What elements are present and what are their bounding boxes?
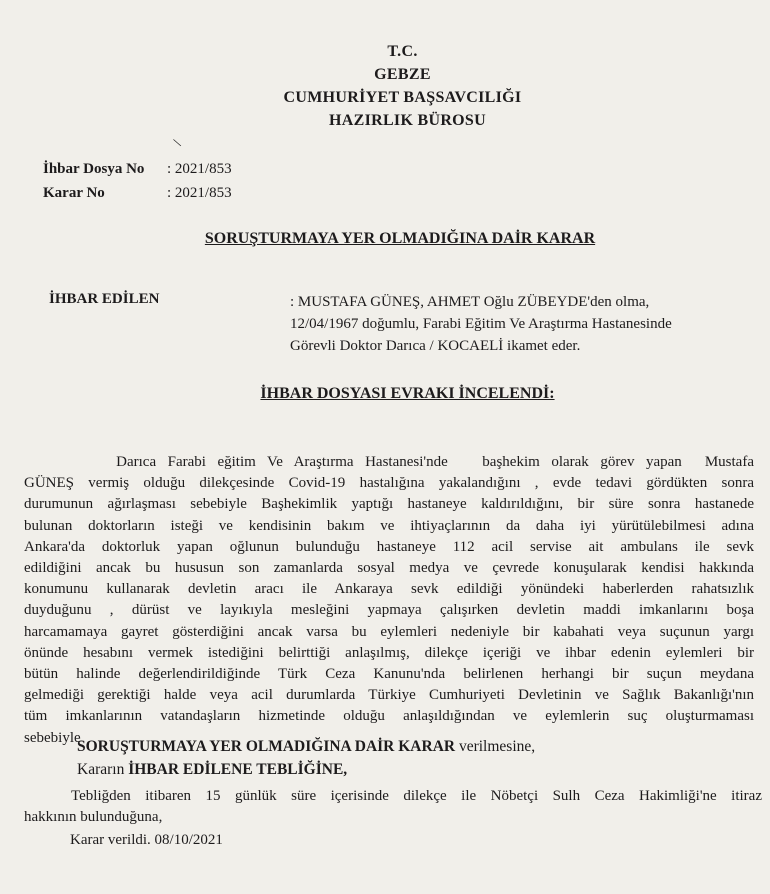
karar-no-row bbox=[43, 185, 232, 202]
karar-no-value: : 2021/853 bbox=[167, 185, 232, 201]
document-header bbox=[0, 40, 770, 132]
tebligat-prefix: Kararın bbox=[77, 761, 129, 778]
ihbar-edilen-label: İHBAR EDİLEN bbox=[49, 291, 160, 307]
body-line: Ankara'da doktorluk yapan oğlunun bulunduğu hastaneye 112 acil servise ait ambulans ile sevk bbox=[24, 538, 754, 555]
body-line: durumunun ağırlaşması sebebiyle Başhekimlik yaptığı hastaneye kaldırıldığını, bir süre sonra hastanede bbox=[24, 496, 754, 513]
decision-line bbox=[77, 738, 535, 756]
body-line: konumunu kullanarak devletin aracı ile Ankaraya sevk edildiği yönündeki haberlerden rahatsızlık bbox=[24, 581, 754, 598]
karar-title bbox=[0, 230, 770, 248]
karar-no-label: Karar No bbox=[43, 185, 105, 201]
body-line: edildiğini ancak bu hususun son zamanlarda sosyal medya ve çevrede konuşularak kendisi hakkında bbox=[24, 560, 754, 577]
body-line: sebebiyle bbox=[24, 729, 81, 746]
itiraz-line-1: Tebliğden itibaren 15 günlük süre içerisinde dilekçe ile Nöbetçi Sulh Ceza Hakimliği'ne itiraz bbox=[71, 788, 762, 804]
ihbar-dosya-label: İhbar Dosya No bbox=[43, 161, 145, 177]
header-tc: T.C. bbox=[387, 43, 418, 60]
karar-verildi-line: Karar verildi. 08/10/2021 bbox=[70, 832, 223, 848]
pen-mark-icon: \ bbox=[172, 136, 184, 152]
decision-rest: verilmesine, bbox=[455, 738, 536, 755]
tebligat-line bbox=[77, 761, 347, 779]
tebligat-bold: İHBAR EDİLENE TEBLİĞİNE, bbox=[128, 761, 348, 778]
body-line: önünde hesabını vermek istediğini belirttiği anlaşılmış, dilekçe içeriği ve ihbar edenin eylemleri bir bbox=[24, 644, 754, 661]
inceleme-title-text: İHBAR DOSYASI EVRAKI İNCELENDİ: bbox=[260, 385, 555, 402]
itiraz-line-2: hakkının bulunduğuna, bbox=[24, 809, 163, 825]
body-line: GÜNEŞ vermiş olduğu dilekçesinde Covid-19 hastalığına yakalandığını , evde tedavi gördükten sonra bbox=[24, 475, 754, 492]
body-line: Darıca Farabi eğitim Ve Araştırma Hastanesi'nde başhekim olarak görev yapan Mustafa bbox=[24, 454, 754, 470]
body-line: bütün halinde değerlendirildiğinde Türk Ceza Kanunu'nda belirlenen herhangi bir suçun meydana bbox=[24, 666, 754, 683]
body-line: harcamamaya gayret gösterdiğini ancak varsa bu eylemleri nedeniyle bir kabahati veya suçunun yargı bbox=[24, 623, 754, 640]
body-paragraph bbox=[24, 452, 754, 749]
ihbar-edilen-line-3: Görevli Doktor Darıca / KOCAELİ ikamet eder. bbox=[290, 338, 581, 354]
ihbar-edilen-details bbox=[290, 291, 730, 357]
inceleme-title bbox=[0, 385, 770, 403]
itiraz-paragraph bbox=[24, 786, 762, 828]
body-line: duyduğunu , dürüst ve layıkıyla mesleğini yapmaya çalışırken devletin maddi imkanlarını boşa bbox=[24, 602, 754, 619]
ihbar-edilen-line-1: : MUSTAFA GÜNEŞ, AHMET Oğlu ZÜBEYDE'den olma, bbox=[290, 294, 650, 310]
ihbar-dosya-row bbox=[43, 161, 232, 178]
body-line: tüm imkanlarının vatandaşların hizmetinde olduğu anlaşıldığından ve eylemlerin suç oluşturmaması bbox=[24, 708, 754, 725]
body-line: gelmediği gerektiği halde veya acil durumlarda Türkiye Cumhuriyeti Devletinin ve Sağlık Bakanlığı'nın bbox=[24, 687, 754, 704]
decision-bold: SORUŞTURMAYA YER OLMADIĞINA DAİR KARAR bbox=[77, 738, 456, 755]
body-line: bulunan doktorların isteği ve kendisinin bakım ve ihtiyaçlarının da daha iyi yürütülebilmesi adına bbox=[24, 517, 754, 534]
karar-title-text: SORUŞTURMAYA YER OLMADIĞINA DAİR KARAR bbox=[204, 230, 596, 247]
ihbar-dosya-value: : 2021/853 bbox=[167, 161, 232, 177]
header-gebze: GEBZE bbox=[374, 66, 431, 83]
header-hazirlik-burosu: HAZIRLIK BÜROSU bbox=[329, 112, 486, 129]
ihbar-edilen-line-2: 12/04/1967 doğumlu, Farabi Eğitim Ve Araştırma Hastanesinde bbox=[290, 316, 672, 332]
header-bassavcilik: CUMHURİYET BAŞSAVCILIĞI bbox=[283, 89, 522, 106]
